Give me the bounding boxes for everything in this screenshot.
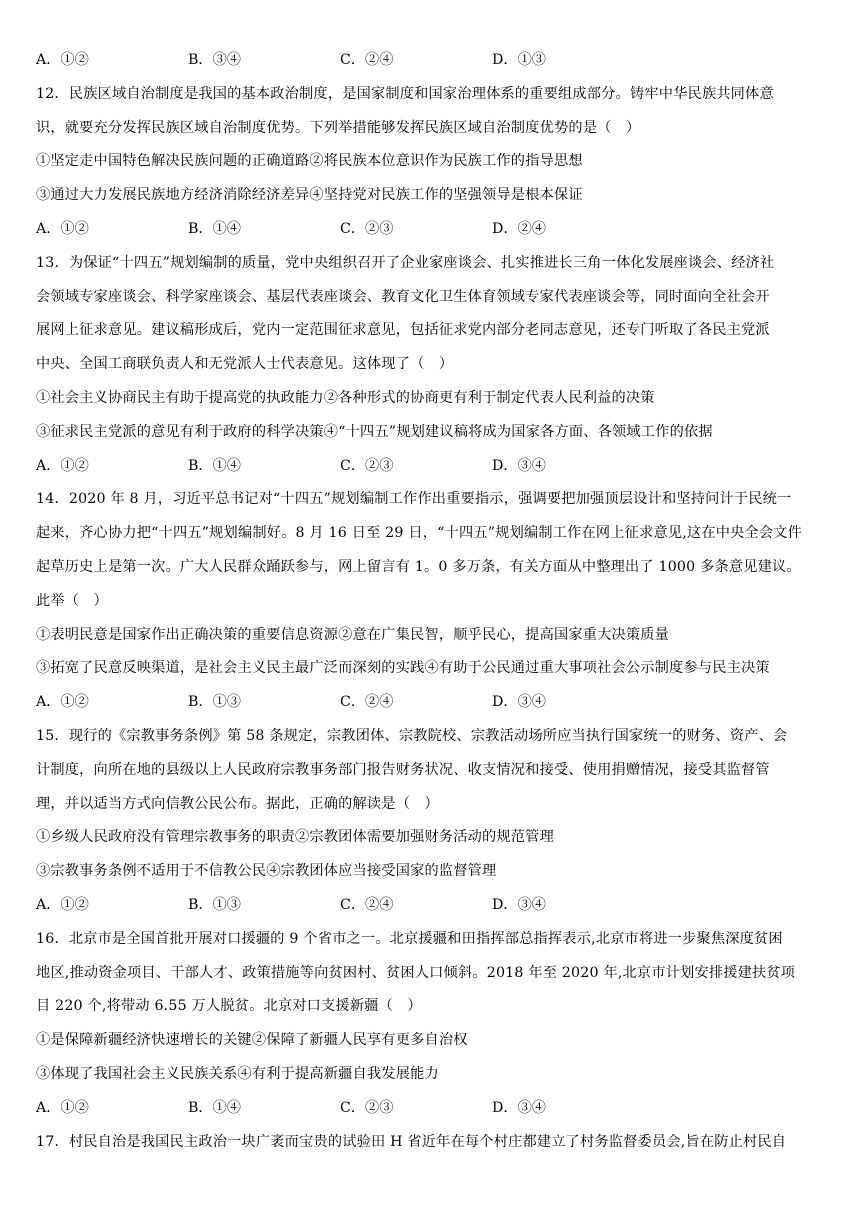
answer-option: C．②④: [340, 896, 394, 913]
text-line: ①社会主义协商民主有助于提高党的执政能力②各种形式的协商更有利于制定代表人民利益的决策: [36, 389, 655, 406]
answer-option: D．③④: [492, 896, 546, 913]
text-line: ①乡级人民政府没有管理宗教事务的职责②宗教团体需要加强财务活动的规范管理: [36, 829, 554, 846]
text-line: ③通过大力发展民族地方经济消除经济差异④坚持党对民族工作的坚强领导是根本保证: [36, 187, 583, 204]
answer-option: C．②③: [340, 220, 394, 237]
answer-option: A．①②: [36, 1099, 89, 1116]
text-line: ①表明民意是国家作出正确决策的重要信息资源②意在广集民智，顺乎民心，提高国家重大决策质量: [36, 626, 670, 643]
answer-options-row: [36, 450, 826, 484]
answer-option: A．①②: [36, 896, 89, 913]
text-line: ③拓宽了民意反映渠道，是社会主义民主最广泛而深刻的实践④有助于公民通过重大事项社会公示制度参与民主决策: [36, 660, 770, 677]
text-line: 起草历史上是第一次。广大人民群众踊跃参与，网上留言有 1。0 多万条，有关方面从中整理出了 1000 多条意见建议。: [36, 558, 801, 575]
text-line: 地区,推动资金项目、干部人才、政策措施等向贫困村、贫困人口倾斜。2018 年至 2020 年,北京市计划安排援建扶贫项: [36, 964, 796, 981]
exam-page: [36, 44, 826, 1159]
answer-option: B．①④: [188, 457, 241, 474]
text-line: 14．2020 年 8 月，习近平总书记对“十四五”规划编制工作作出重要指示，强调要把加强顶层设计和坚持问计于民统一: [36, 491, 792, 508]
answer-option: C．②③: [340, 1099, 394, 1116]
text-line: 起来，齐心协力把“十四五”规划编制好。8 月 16 日至 29 日，“十四五”规划编制工作在网上征求意见,这在中央全会文件: [36, 525, 803, 542]
text-line: ③体现了我国社会主义民族关系④有利于提高新疆自我发展能力: [36, 1065, 439, 1082]
answer-options-row: [36, 1092, 826, 1126]
answer-option: A．①②: [36, 52, 89, 68]
text-line: 会领域专家座谈会、科学家座谈会、基层代表座谈会、教育文化卫生体育领域专家代表座谈会等，同时面向全社会开: [36, 288, 770, 305]
text-line: ①是保障新疆经济快速增长的关键②保障了新疆人民享有更多自治权: [36, 1032, 468, 1049]
answer-option: B．①④: [188, 220, 241, 237]
answer-option: A．①②: [36, 220, 89, 237]
answer-option: D．②④: [492, 220, 546, 237]
answer-option: C．②③: [340, 457, 394, 474]
text-line: ①坚定走中国特色解决民族问题的正确道路②将民族本位意识作为民族工作的指导思想: [36, 153, 583, 170]
answer-option: B．③④: [188, 52, 241, 68]
answer-option: B．①③: [188, 896, 241, 913]
text-line: 中央、全国工商联负责人和无党派人士代表意见。这体现了（ ）: [36, 356, 454, 373]
text-line: 15．现行的《宗教事务条例》第 58 条规定，宗教团体、宗教院校、宗教活动场所应当执行国家统一的财务、资产、会: [36, 727, 788, 744]
answer-option: B．①③: [188, 694, 241, 711]
answer-option: B．①④: [188, 1099, 241, 1116]
answer-option: D．③④: [492, 1099, 546, 1116]
answer-options-row: [36, 213, 826, 247]
text-line: 识，就要充分发挥民族区域自治制度优势。下列举措能够发挥民族区域自治制度优势的是（ ）: [36, 119, 641, 136]
text-line: ③宗教事务条例不适用于不信教公民④宗教团体应当接受国家的监督管理: [36, 863, 497, 880]
text-line: 16．北京市是全国首批开展对口援疆的 9 个省市之一。北京援疆和田指挥部总指挥表示,北京市将进一步聚焦深度贫困: [36, 930, 783, 947]
answer-option: C．②④: [340, 694, 394, 711]
answer-option: A．①②: [36, 694, 89, 711]
answer-option: D．③④: [492, 457, 546, 474]
answer-options-row: [36, 44, 826, 78]
answer-options-row: [36, 686, 826, 720]
text-line: 理，并以适当方式向信教公民公布。据此，正确的解读是（ ）: [36, 795, 439, 812]
text-line: 计制度，向所在地的县级以上人民政府宗教事务部门报告财务状况、收支情况和接受、使用捐赠情况，接受其监督管: [36, 761, 770, 778]
answer-options-row: [36, 889, 826, 923]
answer-option: D．③④: [492, 694, 546, 711]
text-line: 17．村民自治是我国民主政治一块广袤而宝贵的试验田 H 省近年在每个村庄都建立了村务监督委员会,旨在防止村民自: [36, 1133, 787, 1150]
answer-option: A．①②: [36, 457, 89, 474]
text-line: 13．为保证“十四五”规划编制的质量，党中央组织召开了企业家座谈会、扎实推进长三角一体化发展座谈会、经济社: [36, 254, 775, 271]
text-line: 此举（ ）: [36, 592, 108, 609]
answer-option: D．①③: [492, 52, 546, 68]
text-line: 展网上征求意见。建议稿形成后，党内一定范围征求意见，包括征求党内部分老同志意见，还专门听取了各民主党派: [36, 322, 770, 339]
text-line: ③征求民主党派的意见有利于政府的科学决策④“十四五”规划建议稿将成为国家各方面、各领域工作的依据: [36, 423, 713, 440]
text-line: 目 220 个,将带动 6.55 万人脱贫。北京对口支援新疆（ ）: [36, 998, 422, 1015]
text-line: 12．民族区域自治制度是我国的基本政治制度，是国家制度和国家治理体系的重要组成部分。铸牢中华民族共同体意: [36, 85, 774, 102]
answer-option: C．②④: [340, 52, 394, 68]
